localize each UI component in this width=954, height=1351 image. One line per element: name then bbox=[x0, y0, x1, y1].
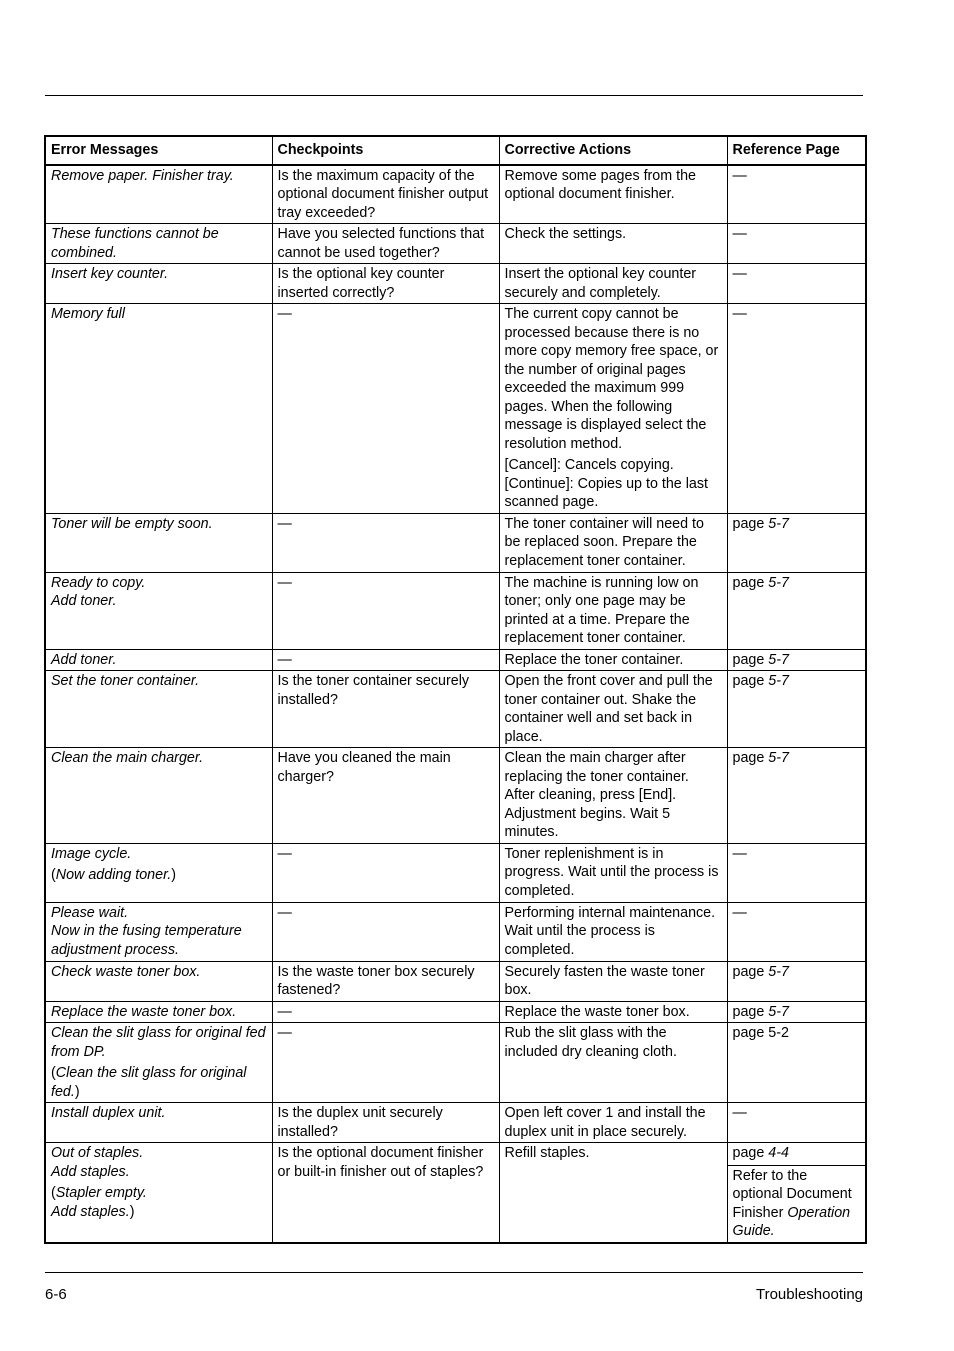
reference-note bbox=[728, 1166, 866, 1242]
error-message: Set the toner container. bbox=[51, 673, 200, 689]
checkpoint-cell: Is the maximum capacity of the optional document finisher output tray exceeded? bbox=[272, 165, 499, 224]
checkpoint-cell: — bbox=[272, 843, 499, 902]
error-message-paren-close: Add staples.) bbox=[51, 1203, 135, 1220]
checkpoint-cell: — bbox=[272, 513, 499, 572]
checkpoint-cell: Have you selected functions that cannot be used together? bbox=[272, 224, 499, 264]
error-message-cell bbox=[45, 513, 272, 572]
table-header-row bbox=[45, 136, 866, 165]
error-message-cell bbox=[45, 1001, 272, 1023]
corrective-action-cell: Clean the main charger after replacing the toner container. After cleaning, press [End]. Adjustment begins. Wait 5 minutes. bbox=[499, 748, 727, 844]
table-row bbox=[45, 649, 866, 671]
checkpoint-cell: — bbox=[272, 304, 499, 514]
corrective-action: The current copy cannot be processed because there is no more copy memory free space, or the number of original pages exceeded the maximum 999 pages. When the following message is displayed select the resolution method. bbox=[504, 306, 719, 452]
corrective-action-cell: The toner container will need to be replaced soon. Prepare the replacement toner container. bbox=[499, 513, 727, 572]
reference-page-cell bbox=[727, 1143, 866, 1243]
error-message-line2: Add toner. bbox=[51, 593, 117, 609]
reference-note-text: Refer to the optional Document Finisher bbox=[732, 1167, 852, 1221]
table-row bbox=[45, 961, 866, 1001]
reference-page-number: 5-7 bbox=[768, 750, 789, 766]
table-row bbox=[45, 264, 866, 304]
error-message-cell bbox=[45, 224, 272, 264]
reference-page-cell: — bbox=[727, 264, 866, 304]
reference-page-cell bbox=[727, 572, 866, 649]
error-message-paren-line2: Add staples. bbox=[51, 1203, 130, 1220]
error-message-cell bbox=[45, 843, 272, 902]
checkpoint-cell: — bbox=[272, 649, 499, 671]
error-message: Install duplex unit. bbox=[51, 1105, 166, 1121]
reference-prefix: page bbox=[732, 1003, 769, 1020]
error-message: Ready to copy. bbox=[51, 574, 146, 591]
error-message: Remove paper. Finisher tray. bbox=[51, 167, 234, 184]
error-message-cell bbox=[45, 1103, 272, 1143]
header-corrective-actions: Corrective Actions bbox=[499, 136, 727, 165]
reference-prefix: page bbox=[732, 1145, 769, 1161]
table-row bbox=[45, 748, 866, 844]
reference-page-number: 5-7 bbox=[768, 515, 789, 532]
error-message-paren: (Stapler empty. bbox=[51, 1185, 147, 1201]
checkpoint-cell: — bbox=[272, 1023, 499, 1103]
reference-prefix: page bbox=[732, 574, 769, 591]
error-message-paren: (Clean the slit glass for original fed.) bbox=[51, 1065, 247, 1100]
reference-page-line bbox=[728, 1143, 866, 1166]
reference-prefix: page bbox=[732, 515, 769, 532]
reference-page-cell bbox=[727, 1001, 866, 1023]
error-message-paren-line1: Stapler empty. bbox=[55, 1185, 147, 1201]
checkpoint-cell: — bbox=[272, 572, 499, 649]
reference-page-cell: — bbox=[727, 304, 866, 514]
reference-page-number: 5-7 bbox=[768, 651, 789, 668]
error-message-cell bbox=[45, 961, 272, 1001]
table-row bbox=[45, 671, 866, 748]
reference-page-cell bbox=[727, 748, 866, 844]
table-row bbox=[45, 843, 866, 902]
error-message-line2: Add staples. bbox=[51, 1163, 130, 1180]
footer-rule bbox=[45, 1272, 863, 1273]
table-row bbox=[45, 1023, 866, 1103]
reference-page-cell bbox=[727, 513, 866, 572]
checkpoint-cell: Is the duplex unit securely installed? bbox=[272, 1103, 499, 1143]
checkpoint-cell: Is the toner container securely installed? bbox=[272, 671, 499, 748]
corrective-action-cell: Replace the toner container. bbox=[499, 649, 727, 671]
corrective-action-cell: Insert the optional key counter securely and completely. bbox=[499, 264, 727, 304]
corrective-action-cell: Securely fasten the waste toner box. bbox=[499, 961, 727, 1001]
error-message: These functions cannot be combined. bbox=[51, 226, 219, 261]
corrective-action-cell: Toner replenishment is in progress. Wait until the process is completed. bbox=[499, 843, 727, 902]
reference-page-number: 5-7 bbox=[768, 963, 789, 980]
header-reference-page: Reference Page bbox=[727, 136, 866, 165]
error-message-cell bbox=[45, 1023, 272, 1103]
reference-page-cell: — bbox=[727, 902, 866, 961]
error-message: Add toner. bbox=[51, 651, 117, 668]
error-message: Memory full bbox=[51, 306, 125, 322]
reference-page-number: 4-4 bbox=[768, 1145, 789, 1161]
reference-prefix: page bbox=[732, 963, 769, 980]
corrective-action-cell bbox=[499, 304, 727, 514]
table-row bbox=[45, 572, 866, 649]
corrective-action-cell: Open the front cover and pull the toner container out. Shake the container well and set back in place. bbox=[499, 671, 727, 748]
checkpoint-cell: — bbox=[272, 1001, 499, 1023]
error-message: Insert key counter. bbox=[51, 266, 169, 282]
checkpoint-cell: — bbox=[272, 902, 499, 961]
error-message-cell bbox=[45, 304, 272, 514]
error-message-cell bbox=[45, 748, 272, 844]
error-message: Toner will be empty soon. bbox=[51, 515, 213, 532]
error-message-cell bbox=[45, 902, 272, 961]
corrective-action-cell: Refill staples. bbox=[499, 1143, 727, 1243]
corrective-action-cell: Remove some pages from the optional document finisher. bbox=[499, 165, 727, 224]
corrective-action-cell: The machine is running low on toner; only one page may be printed at a time. Prepare the replacement toner container. bbox=[499, 572, 727, 649]
reference-page-cell bbox=[727, 649, 866, 671]
table-row bbox=[45, 902, 866, 961]
reference-page-cell bbox=[727, 961, 866, 1001]
reference-prefix: page bbox=[732, 673, 769, 689]
corrective-action-cell: Replace the waste toner box. bbox=[499, 1001, 727, 1023]
error-message-cell bbox=[45, 649, 272, 671]
error-message: Please wait. bbox=[51, 904, 129, 921]
checkpoint-cell: Is the optional document finisher or built-in finisher out of staples? bbox=[272, 1143, 499, 1243]
header-error-messages: Error Messages bbox=[45, 136, 272, 165]
header-rule bbox=[45, 95, 863, 96]
error-message: Out of staples. bbox=[51, 1145, 144, 1161]
reference-prefix: page bbox=[732, 651, 769, 668]
reference-page-cell: — bbox=[727, 843, 866, 902]
reference-page-number: 5-7 bbox=[768, 673, 789, 689]
reference-page-cell: page 5-2 bbox=[727, 1023, 866, 1103]
checkpoint-cell: Have you cleaned the main charger? bbox=[272, 748, 499, 844]
error-message-cell bbox=[45, 1143, 272, 1243]
corrective-action-cancel: [Cancel]: Cancels copying. bbox=[504, 457, 674, 473]
error-message: Clean the main charger. bbox=[51, 750, 204, 766]
table-row bbox=[45, 1001, 866, 1023]
reference-page-cell bbox=[727, 671, 866, 748]
table-row bbox=[45, 1143, 866, 1243]
reference-page-number: 5-7 bbox=[768, 574, 789, 591]
table-row bbox=[45, 1103, 866, 1143]
reference-page-number: 5-7 bbox=[768, 1003, 789, 1020]
error-message-cell bbox=[45, 572, 272, 649]
corrective-action-cell: Rub the slit glass with the included dry cleaning cloth. bbox=[499, 1023, 727, 1103]
section-title: Troubleshooting bbox=[755, 1286, 863, 1303]
table-row bbox=[45, 513, 866, 572]
reference-page-cell: — bbox=[727, 1103, 866, 1143]
page-number: 6-6 bbox=[45, 1286, 67, 1303]
table-row bbox=[45, 304, 866, 514]
reference-page-cell: — bbox=[727, 165, 866, 224]
checkpoint-cell: Is the optional key counter inserted correctly? bbox=[272, 264, 499, 304]
reference-note-guide: Operation Guide. bbox=[732, 1204, 851, 1239]
corrective-action-cell: Check the settings. bbox=[499, 224, 727, 264]
error-message-paren-text: Clean the slit glass for original fed. bbox=[51, 1065, 247, 1100]
error-message-paren-text: Now adding toner. bbox=[55, 867, 172, 883]
error-message: Clean the slit glass for original fed from DP. bbox=[51, 1025, 266, 1060]
error-message-cell bbox=[45, 671, 272, 748]
error-message-cell bbox=[45, 264, 272, 304]
error-message: Image cycle. bbox=[51, 845, 132, 862]
reference-prefix: page bbox=[732, 750, 769, 766]
reference-page-cell: — bbox=[727, 224, 866, 264]
corrective-action-continue: [Continue]: Copies up to the last scanned page. bbox=[504, 475, 708, 510]
error-messages-table bbox=[44, 135, 867, 1244]
corrective-action-cell: Open left cover 1 and install the duplex unit in place securely. bbox=[499, 1103, 727, 1143]
error-message-line2: Now in the fusing temperature adjustment process. bbox=[51, 923, 242, 958]
corrective-action-cell: Performing internal maintenance. Wait until the process is completed. bbox=[499, 902, 727, 961]
error-message: Check waste toner box. bbox=[51, 963, 201, 980]
header-checkpoints: Checkpoints bbox=[272, 136, 499, 165]
error-message: Replace the waste toner box. bbox=[51, 1003, 237, 1020]
checkpoint-cell: Is the waste toner box securely fastened? bbox=[272, 961, 499, 1001]
table-row bbox=[45, 224, 866, 264]
error-message-cell bbox=[45, 165, 272, 224]
table-row bbox=[45, 165, 866, 224]
error-message-paren: (Now adding toner.) bbox=[51, 867, 177, 883]
